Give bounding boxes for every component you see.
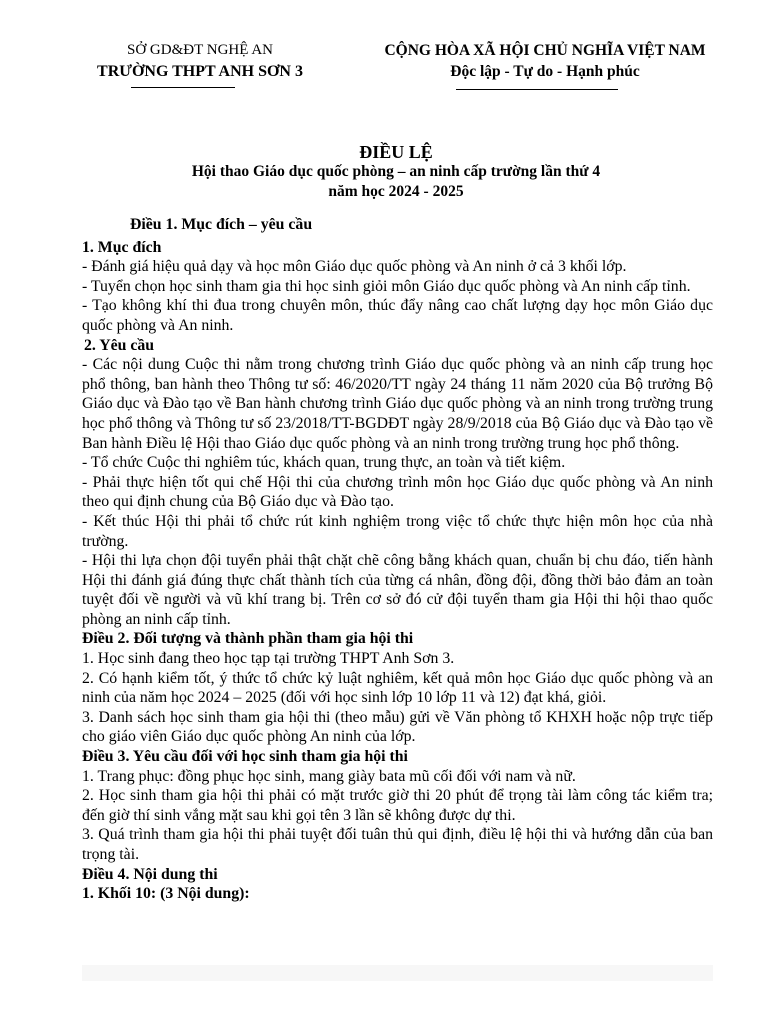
document-subtitle: Hội thao Giáo dục quốc phòng – an ninh cấp trường lần thứ 4 [191, 163, 601, 180]
paragraph: 1. Trang phục: đồng phục học sinh, mang giày bata mũ cối đối với nam và nữ. [82, 767, 576, 785]
motto-underline [456, 89, 618, 90]
paragraph: 2. Có hạnh kiểm tốt, ý thức tổ chức kỷ luật nghiêm, kết quả môn học Giáo dục quốc phòng và an ninh của năm học 2024 – 2025 (đối với học sinh lớp 10 lớp 11 và 12) đạt khá, giỏi. [82, 669, 713, 707]
highlight-band [82, 965, 713, 981]
issuer-underline [131, 87, 235, 88]
document-title-block [80, 142, 712, 202]
document-school-year: năm học 2024 - 2025 [328, 183, 464, 200]
department-name: SỞ GD&ĐT NGHỆ AN [127, 42, 273, 58]
paragraph: - Tạo không khí thi đua trong chuyên môn, thúc đẩy nâng cao chất lượng dạy học môn Giáo dục quốc phòng và An ninh. [82, 297, 713, 334]
paragraph: - Tuyển chọn học sinh tham gia thi học sinh giỏi môn Giáo dục quốc phòng và An ninh cấp tỉnh. [82, 277, 691, 295]
paragraph: - Tổ chức Cuộc thi nghiêm túc, khách quan, trung thực, an toàn và tiết kiệm. [82, 454, 566, 472]
article-2-heading: Điều 2. Đối tượng và thành phần tham gia hội thi [82, 630, 414, 648]
paragraph: - Các nội dung Cuộc thi nằm trong chương trình Giáo dục quốc phòng và an ninh cấp trung học phổ thông, ban hành theo Thông tư số: 46/2020/TT ngày 24 tháng 11 năm 2020 của Bộ trưởng Bộ Giáo dục và Đào tạo về Ban hành chương trình Giáo dục quốc phòng và an ninh trong trường trung học phổ thông và Thông tư số 23/2018/TT-BGDĐT ngày 28/9/2018 của Bộ Giáo dục và Đào tạo về Ban hành Điều lệ Hội thao Giáo dục quốc phòng và an ninh trong trường trung học phổ thông. [82, 356, 713, 452]
document-body [82, 215, 713, 904]
article-4-heading: Điều 4. Nội dung thi [82, 865, 218, 883]
paragraph: - Kết thúc Hội thi phải tổ chức rút kinh nghiệm trong việc tổ chức thực hiện môn học của nhà trường. [82, 512, 713, 550]
paragraph: - Hội thi lựa chọn đội tuyển phải thật chặt chẽ công bằng khách quan, chuẩn bị chu đáo, tiến hành Hội thi đánh giá đúng thực chất thành tích của từng cá nhân, đồng đội, đồng thời bảo đảm an toàn tuyệt đối về người và vũ khí trang bị. Trên cơ sở đó cử đội tuyển tham gia Hội thi hội thao quốc phòng an ninh cấp tỉnh. [82, 552, 713, 628]
paragraph: - Đánh giá hiệu quả dạy và học môn Giáo dục quốc phòng và An ninh ở cả 3 khối lớp. [82, 258, 627, 276]
section-heading: 1. Mục đích [82, 238, 162, 256]
paragraph: 3. Danh sách học sinh tham gia hội thi (theo mẫu) gửi về Văn phòng tổ KHXH hoặc nộp trực tiếp cho giáo viên Giáo dục quốc phòng An ninh của lớp. [82, 708, 713, 746]
section-heading: 2. Yêu cầu [84, 336, 155, 354]
paragraph: 1. Học sinh đang theo học tạp tại trường THPT Anh Sơn 3. [82, 650, 455, 668]
paragraph: 3. Quá trình tham gia hội thi phải tuyệt đối tuân thủ qui định, điều lệ hội thi và hướng dẫn của ban trọng tài. [82, 826, 713, 863]
document-title: ĐIỀU LỆ [359, 142, 433, 162]
paragraph: - Phải thực hiện tốt qui chế Hội thi của chương trình môn học Giáo dục quốc phòng và An ninh theo qui định chung của Bộ Giáo dục và Đào tạo. [82, 473, 713, 511]
national-motto-block [355, 40, 735, 82]
school-name: TRƯỜNG THPT ANH SƠN 3 [97, 63, 303, 80]
issuer-block [60, 40, 340, 82]
section-heading: 1. Khối 10: (3 Nội dung): [82, 885, 250, 903]
article-3-heading: Điều 3. Yêu cầu đối với học sinh tham gia hội thi [82, 748, 408, 766]
article-1-heading: Điều 1. Mục đích – yêu cầu [130, 216, 313, 233]
motto: Độc lập - Tự do - Hạnh phúc [450, 63, 640, 80]
national-title: CỘNG HÒA XÃ HỘI CHỦ NGHĨA VIỆT NAM [384, 42, 706, 59]
paragraph: 2. Học sinh tham gia hội thi phải có mặt trước giờ thi 20 phút để trọng tài làm công tác kiểm tra; đến giờ thí sinh vắng mặt sau khi gọi tên 3 lần sẽ không được dự thi. [82, 787, 713, 824]
